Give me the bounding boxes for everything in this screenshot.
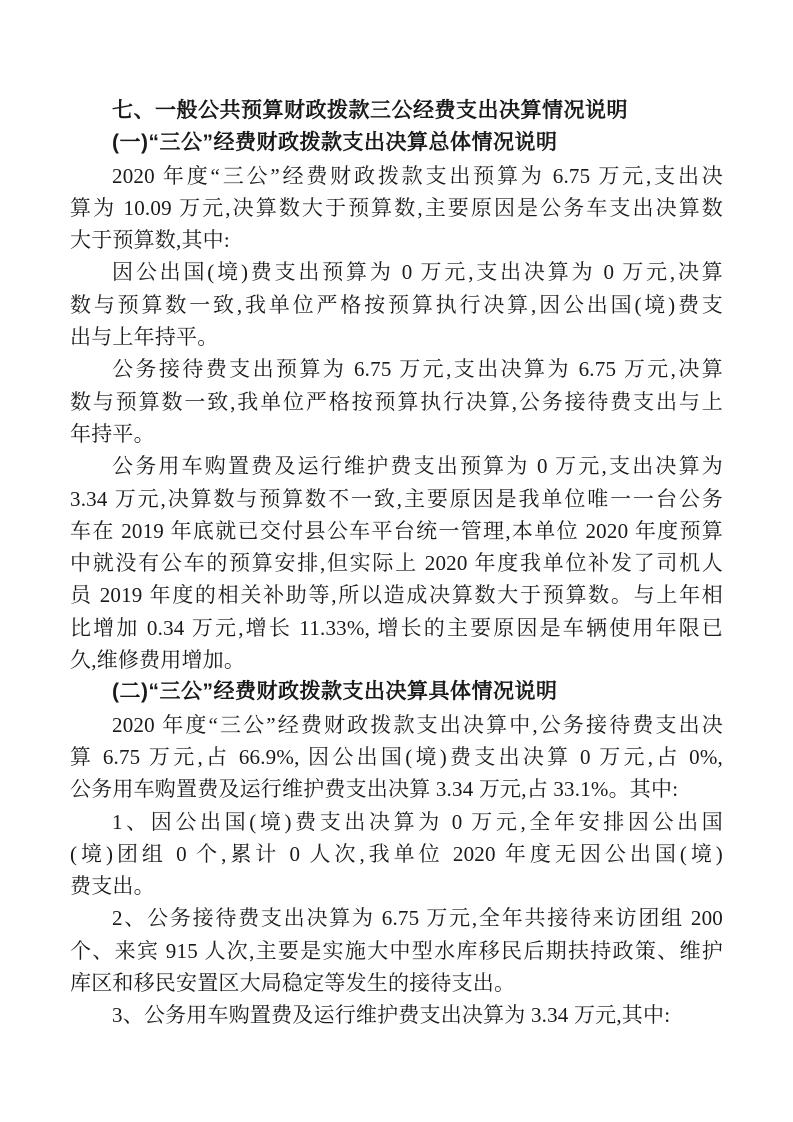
text-line: 出与上年持平。 — [70, 325, 219, 350]
document-body — [70, 95, 723, 1032]
section-heading: (一)“三公”经费财政拨款支出决算总体情况说明 — [112, 131, 558, 155]
text-line: 比增加 0.34 万元,增长 11.33%, 增长的主要原因是车辆使用年限已 — [70, 615, 723, 640]
section-heading: (二)“三公”经费财政拨款支出决算具体情况说明 — [112, 680, 558, 704]
section-heading: 七、一般公共预算财政拨款三公经费支出决算情况说明 — [112, 99, 628, 122]
text-line: 中就没有公车的预算安排,但实际上 2020 年度我单位补发了司机人 — [70, 551, 723, 576]
text-line: 年持平。 — [70, 421, 155, 446]
text-line: 大于预算数,其中: — [70, 228, 230, 253]
text-line: 1、因公出国(境)费支出决算为 0 万元,全年安排因公出国 — [112, 809, 723, 834]
text-line: 算 6.75 万元,占 66.9%, 因公出国(境)费支出决算 0 万元,占 0%, — [70, 744, 723, 769]
text-line: 车在 2019 年底就已交付县公车平台统一管理,本单位 2020 年度预算 — [70, 518, 723, 543]
text-line: 公务接待费支出预算为 6.75 万元,支出决算为 6.75 万元,决算 — [112, 357, 723, 382]
text-line: 库区和移民安置区大局稳定等发生的接待支出。 — [70, 971, 516, 996]
text-line: 公务用车购置费及运行维护费支出预算为 0 万元,支出决算为 — [112, 454, 723, 479]
text-line: 2020 年度“三公”经费财政拨款支出决算中,公务接待费支出决 — [112, 712, 723, 737]
text-line: 3.34 万元,决算数与预算数不一致,主要原因是我单位唯一一台公务 — [70, 486, 723, 511]
text-line: 2、公务接待费支出决算为 6.75 万元,全年共接待来访团组 200 — [112, 906, 723, 931]
text-line: 3、公务用车购置费及运行维护费支出决算为 3.34 万元,其中: — [112, 1003, 671, 1028]
text-line: 个、来宾 915 人次,主要是实施大中型水库移民后期扶持政策、维护 — [70, 938, 723, 963]
text-line: 2020 年度“三公”经费财政拨款支出预算为 6.75 万元,支出决 — [112, 163, 723, 188]
text-line: 公务用车购置费及运行维护费支出决算 3.34 万元,占 33.1%。其中: — [70, 777, 679, 802]
text-line: 数与预算数一致,我单位严格按预算执行决算,因公出国(境)费支 — [70, 292, 723, 317]
text-line: (境)团组 0 个,累计 0 人次,我单位 2020 年度无因公出国(境) — [70, 841, 723, 866]
text-line: 因公出国(境)费支出预算为 0 万元,支出决算为 0 万元,决算 — [112, 260, 723, 285]
text-line: 算为 10.09 万元,决算数大于预算数,主要原因是公务车支出决算数 — [70, 195, 723, 220]
text-line: 数与预算数一致,我单位严格按预算执行决算,公务接待费支出与上 — [70, 389, 723, 414]
text-line: 员 2019 年度的相关补助等,所以造成决算数大于预算数。与上年相 — [70, 583, 723, 608]
text-line: 久,维修费用增加。 — [70, 648, 246, 673]
text-line: 费支出。 — [70, 874, 155, 899]
